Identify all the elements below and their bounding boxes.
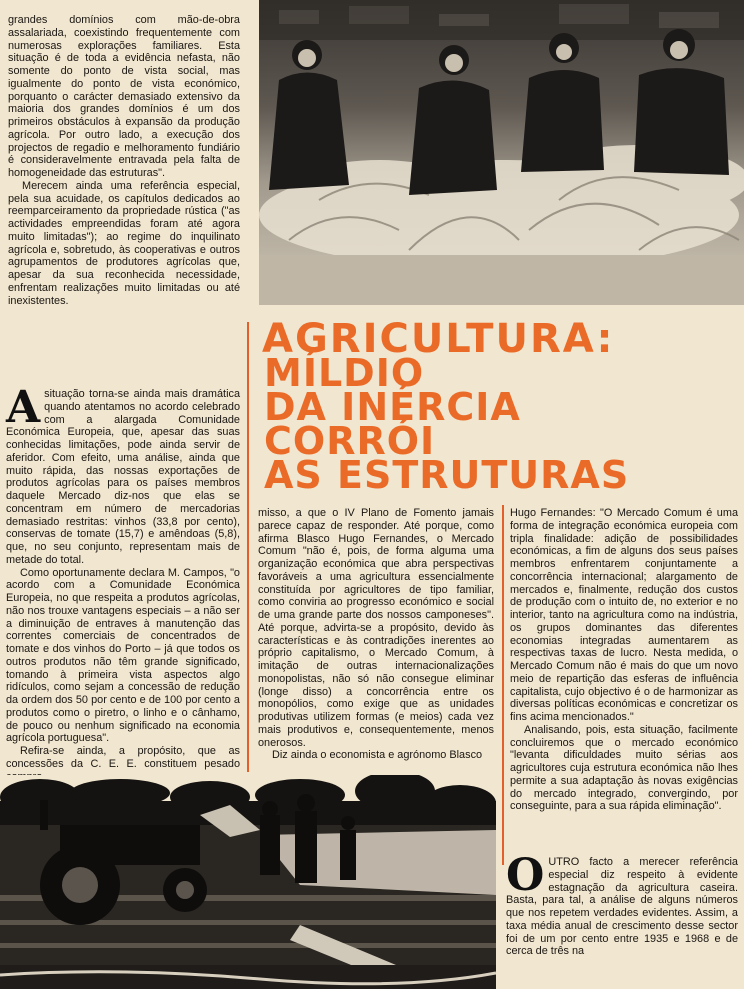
col1-top-para-2: Merecem ainda uma referência especial, pela sua acuidade, os capítulos dedicados ao reemparceiramento da propriedade rústica ("as actividades empreendidas foram até agora muito limitadas"); ao regime do inquilinato agrícola e, sobretudo, às cooperativas e outros agrupamentos de produtores agrícolas que, apesar da sua reconhecida necessidade, enfrentam realizações muito limitadas ou até inexistentes. <box>8 179 240 307</box>
drop-cap-o: O <box>506 850 545 901</box>
col1-mid-para-1-text: situação torna-se ainda mais dramática quando atentamos no acordo celebrado com a alargada Comunidade Económica Europeia, que, apesar das suas conhecidas limitações, pode ainda servir de aferidor. Com efeito, uma análise, ainda que muito rápida, das nossas exportações de produtos agrícolas para os países membros daquele Mercado diz-nos que elas se concentram em número de mercadorias demasiado restritas: vinhos (33,8 por cento), conservas de tomate (15,7) e amêndoas (5,8), que, no seu conjunto, representam mais de metade do total. <box>6 388 240 566</box>
col1-mid-para-3: Refira-se ainda, a propósito, que as concessões da C. E. E. constituem pesado <box>6 745 240 770</box>
col3-bottom-text <box>506 850 738 958</box>
column-rule-right <box>502 505 504 865</box>
col1-top-para-1: grandes domínios com mão-de-obra assalariada, coexistindo frequentemente com numerosas explorações familiares. Esta situação é de toda a evidência nefasta, não somente do ponto de vista social, mas igualmente do ponto de vista económico, porquanto o carácter demasiado extensivo da maioria dos grandes domínios é um dos primeiros obstáculos à expansão da produção agrícola. Por outro lado, a execução dos projectos de regadio e melhoramento fundiário é consideravelmente entravada pela falta de homogeneidade das estruturas". <box>8 14 240 179</box>
headline-line-2: MÍLDIO <box>264 351 425 395</box>
col1-top-text <box>8 14 240 307</box>
col1-mid-para-1 <box>6 382 240 567</box>
col2-text <box>258 507 494 762</box>
photo-farmers-husking-corn <box>259 0 744 305</box>
col3-para-1: Hugo Fernandes: "O Mercado Comum é uma forma de integração económica europeia com tripla finalidade: adição de possibilidades económicas, a fim de alguns dos seus países membros enfrentarem conjuntamente a concorrência internacional; alargamento de mercados e, finalmente, redução dos custos de produção com o intuito de, no exterior e no interior, tanto na agricultura como na indústria, os grupos dominantes das diferentes economias integradas aumentarem as respectivas taxas de lucro. Nesta medida, o Mercado Comum não é mais do que um novo meio de repartição das esferas de influência capitalista, cujo objectivo é o de harmonizar as diversas políticas económicas e concretizar os fins acima mencionados." <box>510 507 738 723</box>
photo-tractor-field <box>0 775 496 989</box>
col1-mid-text <box>6 382 240 783</box>
col3-bottom-para <box>506 850 738 958</box>
headline-line-5: AS ESTRUTURAS <box>264 453 630 497</box>
headline <box>262 316 702 497</box>
col1-mid-para-2: Como oportunamente declara M. Campos, "o acordo com a Comunidade Económica Europeia, no que respeita a produtos agrícolas, não nos trouxe vantagens especiais – a não ser a diminuição de entraves à manutenção das correntes comerciais de concentrados de tomate e dos vinhos do Porto – já que todos os outros produtos não têm grande significado, tomando à primeira vista aspectos algo ridículos, como sejam a concessão de redução da ordem dos 50 por cento e de 100 por cento a produtos como o piretro, o linho e o cânhamo, de pouco ou nenhum significado na economia agrícola portuguesa". <box>6 566 240 745</box>
photo-tractor-svg <box>0 775 496 989</box>
drop-cap-a: A <box>6 382 41 433</box>
col3-bottom-para-text: UTRO facto a merecer referência especial diz respeito à evidente estagnação da agricultura caseira. Basta, para tal, a análise de alguns números que nos repetem verdades evidentes. Assim, a taxa média anual de crescimento desse sector foi de um por cento entre 1935 e 1968 e de cerca de três na <box>506 856 738 958</box>
col3-para-2: Analisando, pois, esta situação, facilmente concluiremos que o mercado económico "levanta dificuldades muito sérias aos agricultores cuja estrutura económica não lhes permite a sua adaptação às novas exigências do mercado integrado, convergindo, por conseguinte, para a sua rápida eliminação". <box>510 723 738 813</box>
headline-line-1: AGRICULTURA: <box>262 316 615 362</box>
column-rule-left <box>247 322 249 772</box>
headline-line-4: CORRÓI <box>264 419 436 463</box>
col2-para-2: Diz ainda o economista e agrónomo Blasco <box>272 749 483 762</box>
col3-text <box>510 507 738 813</box>
headline-line-3: DA INÉRCIA <box>264 385 521 429</box>
photo-farmers-svg <box>259 0 744 305</box>
col2-para-1: misso, a que o IV Plano de Fomento jamais parece capaz de responder. Até porque, como afirma Blasco Hugo Fernandes, o Mercado Comum "não é, pois, de forma alguma uma organização económica que abra perspectivas favoráveis a uma agricultura essencialmente constituída por agricultores de tipo familiar, como conviria ao progresso económico e social de uma grande parte dos nossos camponeses". Até porque, advirta-se a propósito, devido às características e às contradições inerentes ao próprio capitalismo, o Mercado Comum, à imitação de outras internacionalizações monopolistas, não só não consegue eliminar (longe disso) a concorrência entre os monopólios, como exige que as unidades produtivas utilizem formas (e meios) cada vez mais produtivos e, consequentemente, menos onerosos. <box>258 507 494 749</box>
